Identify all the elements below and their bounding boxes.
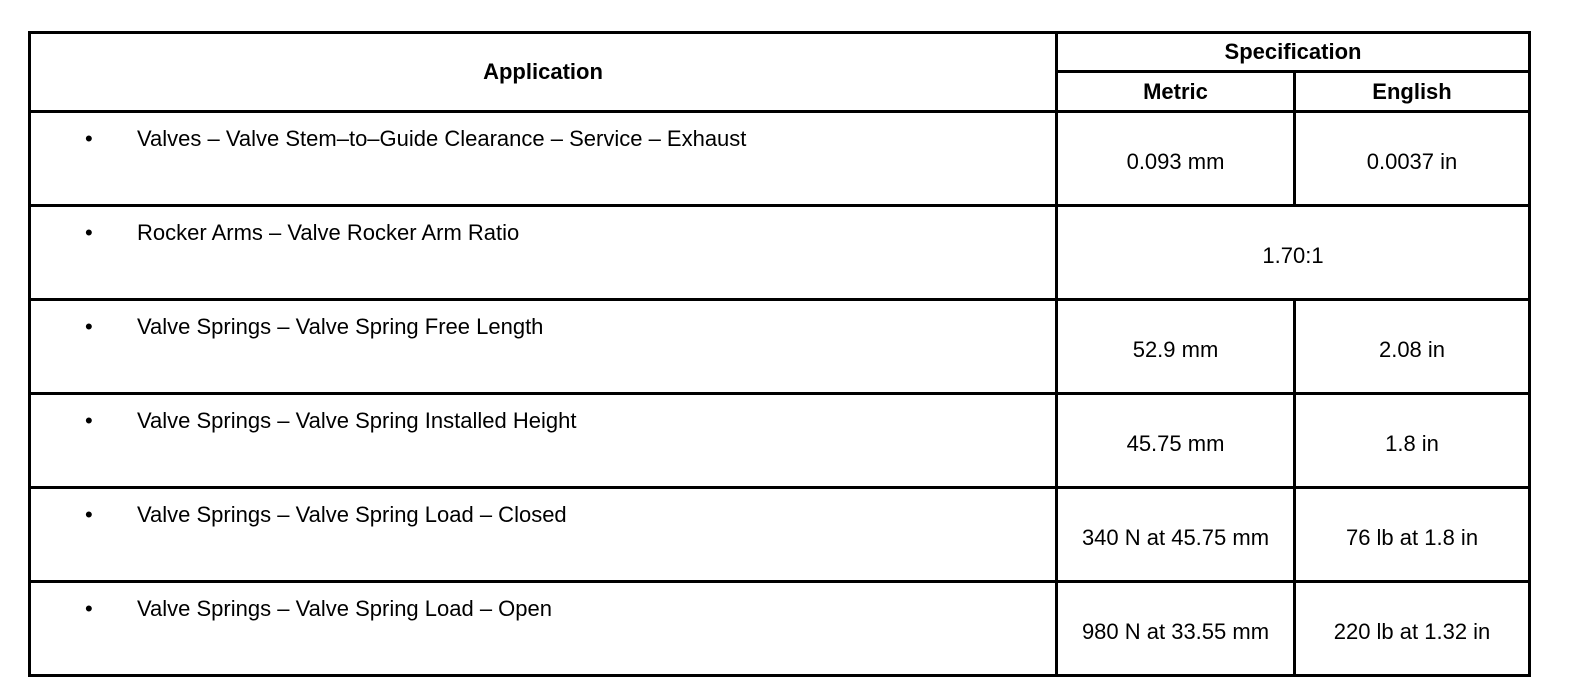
application-cell [30,112,1057,206]
bullet-icon: • [85,126,93,151]
application-header: Application [30,33,1057,112]
english-value: 0.0037 in [1295,112,1530,206]
table-row [30,582,1530,676]
metric-value: 340 N at 45.75 mm [1057,488,1295,582]
specification-header: Specification [1057,33,1530,72]
specification-table [28,31,1531,677]
table-row [30,206,1530,300]
bullet-icon: • [85,314,93,339]
metric-value: 52.9 mm [1057,300,1295,394]
metric-value: 980 N at 33.55 mm [1057,582,1295,676]
metric-value: 0.093 mm [1057,112,1295,206]
table-row [30,394,1530,488]
bullet-icon: • [85,596,93,621]
table-row [30,300,1530,394]
application-text: Valves – Valve Stem–to–Guide Clearance – Service – Exhaust [137,126,747,151]
application-cell [30,582,1057,676]
header-row-top [30,33,1530,72]
english-value: 1.8 in [1295,394,1530,488]
combined-value: 1.70:1 [1057,206,1530,300]
bullet-icon: • [85,408,93,433]
english-value: 2.08 in [1295,300,1530,394]
bullet-icon: • [85,502,93,527]
metric-header: Metric [1057,72,1295,112]
metric-value: 45.75 mm [1057,394,1295,488]
english-header: English [1295,72,1530,112]
application-text: Valve Springs – Valve Spring Load – Closed [137,502,567,527]
application-text: Rocker Arms – Valve Rocker Arm Ratio [137,220,520,245]
bullet-icon: • [85,220,93,245]
application-cell [30,300,1057,394]
application-cell [30,206,1057,300]
application-cell [30,488,1057,582]
table-row [30,488,1530,582]
application-cell [30,394,1057,488]
application-text: Valve Springs – Valve Spring Free Length [137,314,544,339]
table-row [30,112,1530,206]
application-text: Valve Springs – Valve Spring Load – Open [137,596,553,621]
english-value: 220 lb at 1.32 in [1295,582,1530,676]
application-text: Valve Springs – Valve Spring Installed Height [137,408,577,433]
english-value: 76 lb at 1.8 in [1295,488,1530,582]
